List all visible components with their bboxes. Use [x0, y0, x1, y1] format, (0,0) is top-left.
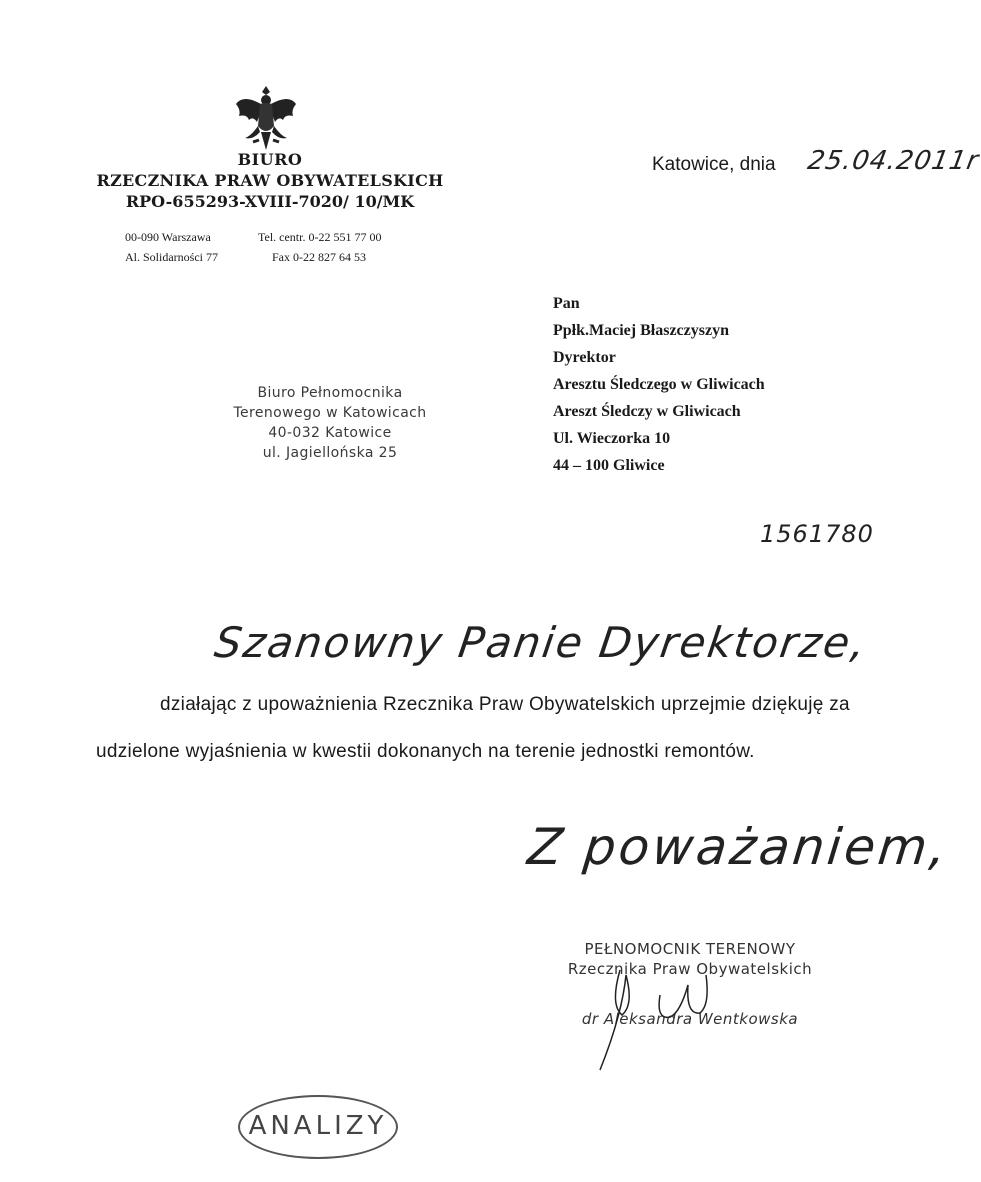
recipient-line2: Ppłk.Maciej Błaszczyszyn — [553, 322, 729, 339]
recipient-line4: Aresztu Śledczego w Gliwicach — [553, 376, 765, 393]
office-stamp-line3: 40-032 Katowice — [268, 425, 392, 441]
recipient-line6: Ul. Wieczorka 10 — [553, 430, 671, 447]
handwritten-reference: 1561780 — [760, 520, 874, 548]
signature-stamp-title: PEŁNOMOCNIK TERENOWY — [584, 940, 796, 958]
contact-fax: Fax 0-22 827 64 53 — [272, 250, 366, 264]
handwritten-date: 25.04.2011r — [805, 146, 981, 176]
recipient-line7: 44 – 100 Gliwice — [553, 457, 665, 474]
office-stamp-line4: ul. Jagiellońska 25 — [262, 445, 398, 461]
case-reference: RPO-655293-XVIII-7020/ 10/MK — [125, 192, 415, 211]
signature-stamp-org: Rzecznika Praw Obywatelskich — [567, 960, 813, 978]
recipient-line1: Pan — [553, 295, 580, 312]
office-stamp-line2: Terenowego w Katowicach — [233, 405, 427, 421]
recipient-line5: Areszt Śledczy w Gliwicach — [553, 403, 741, 420]
sender-header-line2: RZECZNIKA PRAW OBYWATELSKICH — [96, 171, 444, 190]
office-stamp-line1: Biuro Pełnomocnika — [257, 385, 403, 401]
contact-street: Al. Solidarności 77 — [125, 250, 218, 264]
body-line2: udzielone wyjaśnienia w kwestii dokonanych na terenie jednostki remontów. — [96, 741, 755, 762]
place-date-label: Katowice, dnia — [652, 154, 776, 175]
contact-postal: 00-090 Warszawa — [125, 230, 211, 244]
signature-stamp-name: dr Aleksandra Wentkowska — [581, 1010, 799, 1028]
recipient-line3: Dyrektor — [553, 349, 616, 366]
contact-tel: Tel. centr. 0-22 551 77 00 — [258, 230, 382, 244]
body-line1: działając z upoważnienia Rzecznika Praw Obywatelskich uprzejmie dziękuję za — [160, 694, 850, 715]
handwritten-signature-icon — [560, 965, 760, 1075]
eagle-emblem-icon — [233, 80, 299, 156]
sender-header-line1: BIURO — [237, 150, 303, 169]
handwritten-salutation: Szanowny Panie Dyrektorze, — [211, 618, 871, 667]
handwritten-closing: Z poważaniem, — [524, 818, 952, 876]
analizy-stamp: ANALIZY — [238, 1095, 398, 1159]
